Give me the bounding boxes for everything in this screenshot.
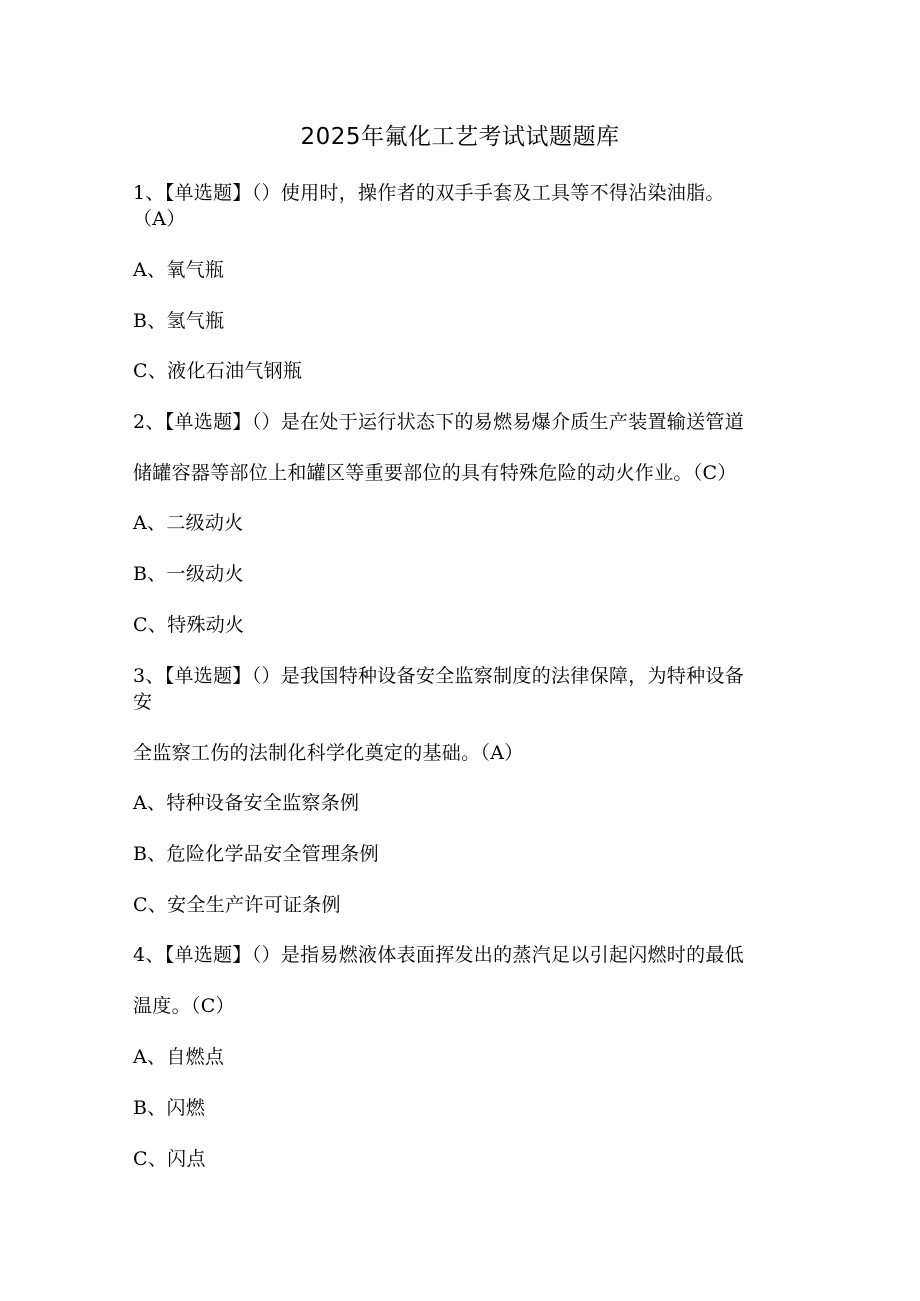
question-2-option-a: A、二级动火 (133, 512, 244, 534)
question-3-stem-line-1: 3、【单选题】（）是我国特种设备安全监察制度的法律保障，为特种设备 (133, 665, 744, 687)
question-1-option-b: B、氢气瓶 (133, 310, 225, 332)
question-3-option-c: C、安全生产许可证条例 (133, 894, 341, 916)
question-4-stem-line-1: 4、【单选题】（）是指易燃液体表面挥发出的蒸汽足以引起闪燃时的最低 (133, 944, 744, 966)
document-title: 2025年氟化工艺考试试题题库 (300, 124, 620, 150)
question-3-stem-line-2: 安 (133, 691, 153, 713)
question-4-option-b: B、闪燃 (133, 1097, 206, 1119)
question-1-option-c: C、液化石油气钢瓶 (133, 360, 303, 382)
question-3-option-b: B、危险化学品安全管理条例 (133, 843, 379, 865)
question-1-option-a: A、氧气瓶 (133, 259, 225, 281)
question-4-option-a: A、自燃点 (133, 1046, 225, 1068)
question-1-stem-line-1: 1、【单选题】（）使用时，操作者的双手手套及工具等不得沾染油脂。 (133, 182, 725, 204)
question-2-option-b: B、一级动火 (133, 563, 244, 585)
question-4-stem-line-2: 温度。（C） (133, 995, 235, 1017)
question-3-option-a: A、特种设备安全监察条例 (133, 792, 360, 814)
question-4-option-c: C、闪点 (133, 1148, 206, 1170)
question-2-stem-line-1: 2、【单选题】（）是在处于运行状态下的易燃易爆介质生产装置输送管道 (133, 411, 744, 433)
question-3-stem-line-3: 全监察工伤的法制化科学化奠定的基础。（A） (133, 742, 524, 764)
question-2-stem-line-2: 储罐容器等部位上和罐区等重要部位的具有特殊危险的动火作业。（C） (133, 462, 737, 484)
question-1-stem-line-2: （A） (133, 208, 186, 230)
question-2-option-c: C、特殊动火 (133, 614, 245, 636)
